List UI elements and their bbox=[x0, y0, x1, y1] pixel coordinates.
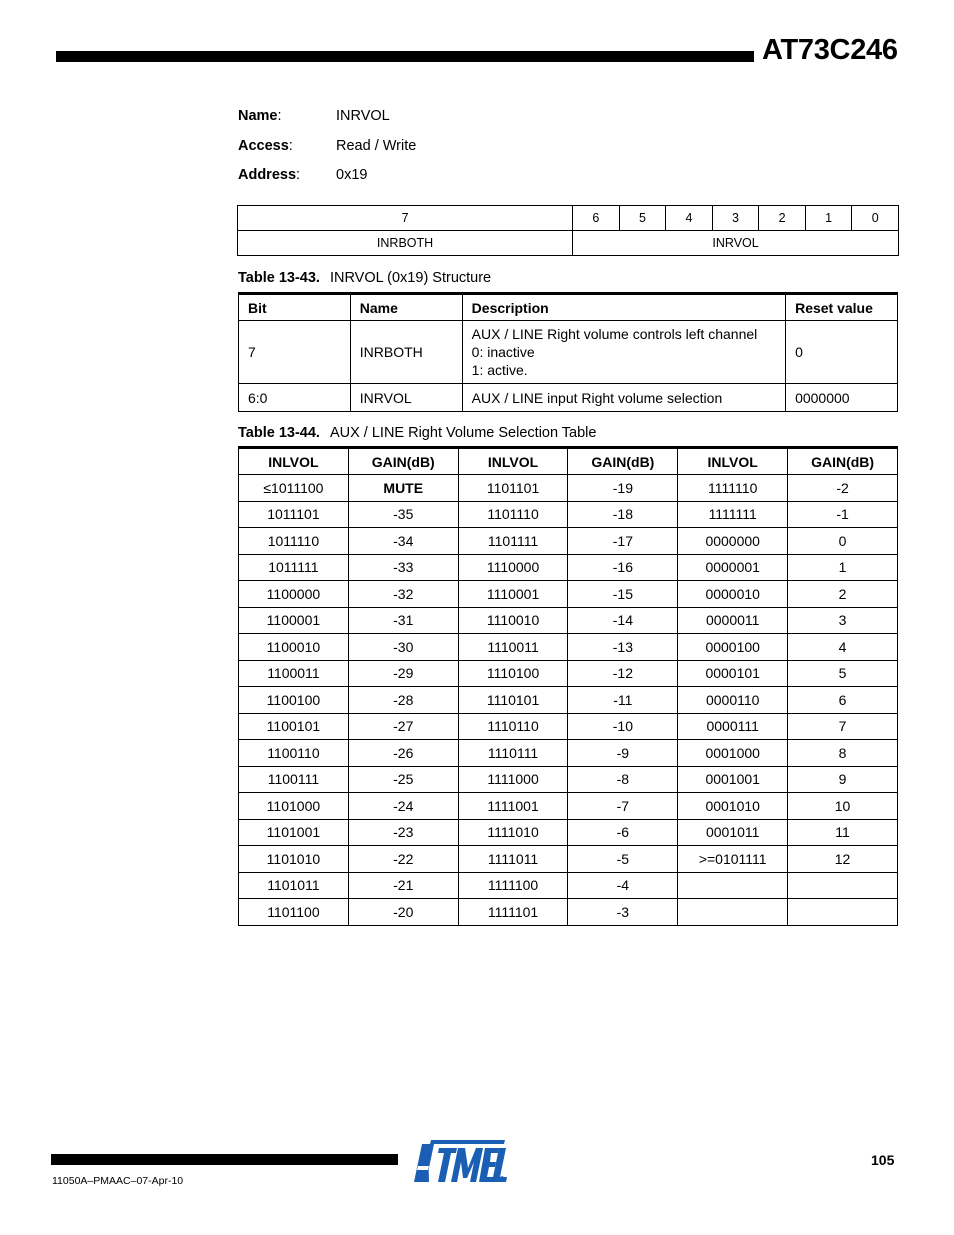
field-name: INRBOTH bbox=[350, 321, 462, 384]
bit-cell: 2 bbox=[759, 206, 806, 231]
address-label: Address bbox=[238, 167, 297, 183]
field-description bbox=[462, 384, 785, 412]
inlvol-cell: 1111001 bbox=[458, 793, 568, 820]
inlvol-cell: 1101011 bbox=[239, 872, 349, 899]
inlvol-cell: 0000011 bbox=[678, 607, 788, 634]
structure-table bbox=[238, 292, 898, 412]
gain-cell: -3 bbox=[568, 899, 678, 926]
name-label: Name bbox=[238, 108, 278, 124]
gain-cell: -19 bbox=[568, 475, 678, 502]
inlvol-cell: 1101111 bbox=[458, 528, 568, 555]
document-code: 11050A–PMAAC–07-Apr-10 bbox=[52, 1175, 184, 1187]
gain-cell: -33 bbox=[348, 554, 458, 581]
gain-cell bbox=[788, 872, 898, 899]
gain-cell: -32 bbox=[348, 581, 458, 608]
table-row bbox=[239, 554, 898, 581]
inlvol-cell: 1100011 bbox=[239, 660, 349, 687]
header-rule bbox=[56, 51, 754, 62]
inlvol-cell: 0001011 bbox=[678, 819, 788, 846]
gain-cell: -16 bbox=[568, 554, 678, 581]
gain-cell: -28 bbox=[348, 687, 458, 714]
bit-field-row bbox=[238, 231, 899, 256]
bit-cell: 0 bbox=[852, 206, 899, 231]
inlvol-cell: 1100101 bbox=[239, 713, 349, 740]
inlvol-cell: 0000101 bbox=[678, 660, 788, 687]
inlvol-cell: 1110010 bbox=[458, 607, 568, 634]
gain-cell: -22 bbox=[348, 846, 458, 873]
gain-cell: 0 bbox=[788, 528, 898, 555]
register-access-row: Access: Read / Write bbox=[238, 138, 417, 154]
inlvol-cell: 0000110 bbox=[678, 687, 788, 714]
description-line: AUX / LINE input Right volume selection bbox=[471, 389, 723, 406]
gain-cell: -29 bbox=[348, 660, 458, 687]
inlvol-cell: 1101100 bbox=[239, 899, 349, 926]
table-row bbox=[239, 475, 898, 502]
access-value: Read / Write bbox=[336, 138, 417, 154]
gain-cell: -6 bbox=[568, 819, 678, 846]
bit-value: 7 bbox=[239, 321, 351, 384]
bit-map-table bbox=[237, 205, 899, 256]
gain-cell: -25 bbox=[348, 766, 458, 793]
table-row bbox=[239, 899, 898, 926]
bit-value: 6:0 bbox=[239, 384, 351, 412]
volume-selection-table bbox=[238, 446, 898, 926]
inlvol-cell: >=0101111 bbox=[678, 846, 788, 873]
table-row bbox=[239, 713, 898, 740]
gain-cell: -14 bbox=[568, 607, 678, 634]
bit-cell: 6 bbox=[573, 206, 620, 231]
table-row bbox=[239, 607, 898, 634]
access-label: Access bbox=[238, 138, 289, 154]
description-line: AUX / LINE Right volume controls left channel bbox=[471, 326, 758, 342]
inlvol-cell: 1101101 bbox=[458, 475, 568, 502]
inlvol-cell: 1110000 bbox=[458, 554, 568, 581]
bit-cell: 7 bbox=[238, 206, 573, 231]
column-header: Description bbox=[462, 294, 785, 321]
inlvol-cell: 1100110 bbox=[239, 740, 349, 767]
inlvol-cell: 1111010 bbox=[458, 819, 568, 846]
gain-cell: 10 bbox=[788, 793, 898, 820]
inlvol-cell: 1110101 bbox=[458, 687, 568, 714]
gain-cell: -20 bbox=[348, 899, 458, 926]
gain-cell: -15 bbox=[568, 581, 678, 608]
column-header: Name bbox=[350, 294, 462, 321]
inlvol-cell bbox=[678, 872, 788, 899]
table-row bbox=[239, 384, 898, 412]
caption-number: Table 13-44. bbox=[238, 425, 320, 441]
volume-table-caption bbox=[238, 425, 596, 441]
inlvol-cell: 1100100 bbox=[239, 687, 349, 714]
gain-cell: 1 bbox=[788, 554, 898, 581]
gain-cell: 9 bbox=[788, 766, 898, 793]
inlvol-cell: 0000001 bbox=[678, 554, 788, 581]
table-row bbox=[239, 321, 898, 384]
gain-cell: -31 bbox=[348, 607, 458, 634]
table-row bbox=[239, 581, 898, 608]
gain-cell: -9 bbox=[568, 740, 678, 767]
caption-text: INRVOL (0x19) Structure bbox=[329, 270, 492, 286]
gain-cell: 4 bbox=[788, 634, 898, 661]
inlvol-cell: 1011110 bbox=[239, 528, 349, 555]
inlvol-cell: 1011111 bbox=[239, 554, 349, 581]
column-header: Bit bbox=[239, 294, 351, 321]
gain-cell: -11 bbox=[568, 687, 678, 714]
inlvol-cell: 1110001 bbox=[458, 581, 568, 608]
table-row bbox=[239, 501, 898, 528]
inlvol-cell: 0001000 bbox=[678, 740, 788, 767]
gain-cell: -10 bbox=[568, 713, 678, 740]
gain-cell: 7 bbox=[788, 713, 898, 740]
inlvol-cell: 1111111 bbox=[678, 501, 788, 528]
caption-number: Table 13-43. bbox=[238, 270, 320, 286]
gain-cell: -27 bbox=[348, 713, 458, 740]
column-header: INLVOL bbox=[458, 448, 568, 475]
table-header-row bbox=[239, 294, 898, 321]
table-row bbox=[239, 687, 898, 714]
table-row bbox=[239, 766, 898, 793]
table-row bbox=[239, 846, 898, 873]
reset-value: 0000000 bbox=[786, 384, 898, 412]
table-row bbox=[239, 872, 898, 899]
gain-cell: -8 bbox=[568, 766, 678, 793]
document-title: AT73C246 bbox=[762, 34, 898, 66]
svg-text:R: R bbox=[500, 1177, 504, 1182]
register-address-row: Address: 0x19 bbox=[238, 167, 368, 183]
gain-cell: 5 bbox=[788, 660, 898, 687]
footer-rule bbox=[51, 1154, 398, 1165]
inlvol-cell: ≤1011100 bbox=[239, 475, 349, 502]
table-row bbox=[239, 634, 898, 661]
inlvol-cell bbox=[678, 899, 788, 926]
gain-cell: 12 bbox=[788, 846, 898, 873]
inlvol-cell: 1111101 bbox=[458, 899, 568, 926]
field-inrboth: INRBOTH bbox=[238, 231, 573, 256]
gain-cell: -24 bbox=[348, 793, 458, 820]
inlvol-cell: 1110100 bbox=[458, 660, 568, 687]
gain-cell: -1 bbox=[788, 501, 898, 528]
register-name-row: Name: INRVOL bbox=[238, 108, 390, 124]
structure-table-caption bbox=[238, 270, 491, 286]
gain-cell bbox=[788, 899, 898, 926]
address-value: 0x19 bbox=[336, 167, 368, 183]
inlvol-cell: 1100001 bbox=[239, 607, 349, 634]
inlvol-cell: 1011101 bbox=[239, 501, 349, 528]
gain-cell: -35 bbox=[348, 501, 458, 528]
gain-cell: MUTE bbox=[348, 475, 458, 502]
inlvol-cell: 0000000 bbox=[678, 528, 788, 555]
gain-cell: -34 bbox=[348, 528, 458, 555]
inlvol-cell: 1100010 bbox=[239, 634, 349, 661]
field-description bbox=[462, 321, 785, 384]
inlvol-cell: 1101010 bbox=[239, 846, 349, 873]
inlvol-cell: 1101001 bbox=[239, 819, 349, 846]
inlvol-cell: 1111011 bbox=[458, 846, 568, 873]
page-number: 105 bbox=[871, 1152, 895, 1168]
table-row bbox=[239, 740, 898, 767]
column-header: INLVOL bbox=[678, 448, 788, 475]
gain-cell: -4 bbox=[568, 872, 678, 899]
gain-cell: 11 bbox=[788, 819, 898, 846]
inlvol-cell: 1100000 bbox=[239, 581, 349, 608]
inlvol-cell: 1100111 bbox=[239, 766, 349, 793]
inlvol-cell: 1111000 bbox=[458, 766, 568, 793]
inlvol-cell: 1110111 bbox=[458, 740, 568, 767]
bit-cell: 1 bbox=[805, 206, 852, 231]
gain-cell: -12 bbox=[568, 660, 678, 687]
inlvol-cell: 0001010 bbox=[678, 793, 788, 820]
table-row bbox=[239, 528, 898, 555]
description-line: 0: inactive bbox=[471, 344, 535, 360]
bit-cell: 4 bbox=[666, 206, 713, 231]
caption-text: AUX / LINE Right Volume Selection Table bbox=[329, 425, 597, 441]
column-header: GAIN(dB) bbox=[348, 448, 458, 475]
description-line: 1: active. bbox=[471, 362, 528, 378]
table-row bbox=[239, 819, 898, 846]
gain-cell: -26 bbox=[348, 740, 458, 767]
gain-cell: -2 bbox=[788, 475, 898, 502]
column-header: GAIN(dB) bbox=[788, 448, 898, 475]
inlvol-cell: 0000010 bbox=[678, 581, 788, 608]
atmel-logo bbox=[413, 1138, 509, 1184]
bit-number-row bbox=[238, 206, 899, 231]
column-header: GAIN(dB) bbox=[568, 448, 678, 475]
inlvol-cell: 1111110 bbox=[678, 475, 788, 502]
gain-cell: -17 bbox=[568, 528, 678, 555]
gain-cell: 8 bbox=[788, 740, 898, 767]
bit-cell: 3 bbox=[712, 206, 759, 231]
gain-cell: -5 bbox=[568, 846, 678, 873]
gain-cell: 6 bbox=[788, 687, 898, 714]
gain-cell: -30 bbox=[348, 634, 458, 661]
reset-value: 0 bbox=[786, 321, 898, 384]
table-row bbox=[239, 793, 898, 820]
table-row bbox=[239, 660, 898, 687]
field-inrvol: INRVOL bbox=[573, 231, 899, 256]
gain-cell: 3 bbox=[788, 607, 898, 634]
gain-cell: -13 bbox=[568, 634, 678, 661]
field-name: INRVOL bbox=[350, 384, 462, 412]
inlvol-cell: 1111100 bbox=[458, 872, 568, 899]
inlvol-cell: 1101110 bbox=[458, 501, 568, 528]
inlvol-cell: 1110011 bbox=[458, 634, 568, 661]
inlvol-cell: 1101000 bbox=[239, 793, 349, 820]
gain-cell: -23 bbox=[348, 819, 458, 846]
inlvol-cell: 0001001 bbox=[678, 766, 788, 793]
gain-cell: -21 bbox=[348, 872, 458, 899]
inlvol-cell: 0000111 bbox=[678, 713, 788, 740]
gain-cell: -18 bbox=[568, 501, 678, 528]
gain-cell: 2 bbox=[788, 581, 898, 608]
inlvol-cell: 1110110 bbox=[458, 713, 568, 740]
table-header-row bbox=[239, 448, 898, 475]
name-value: INRVOL bbox=[336, 108, 390, 124]
column-header: INLVOL bbox=[239, 448, 349, 475]
gain-cell: -7 bbox=[568, 793, 678, 820]
inlvol-cell: 0000100 bbox=[678, 634, 788, 661]
column-header: Reset value bbox=[786, 294, 898, 321]
bit-cell: 5 bbox=[619, 206, 666, 231]
